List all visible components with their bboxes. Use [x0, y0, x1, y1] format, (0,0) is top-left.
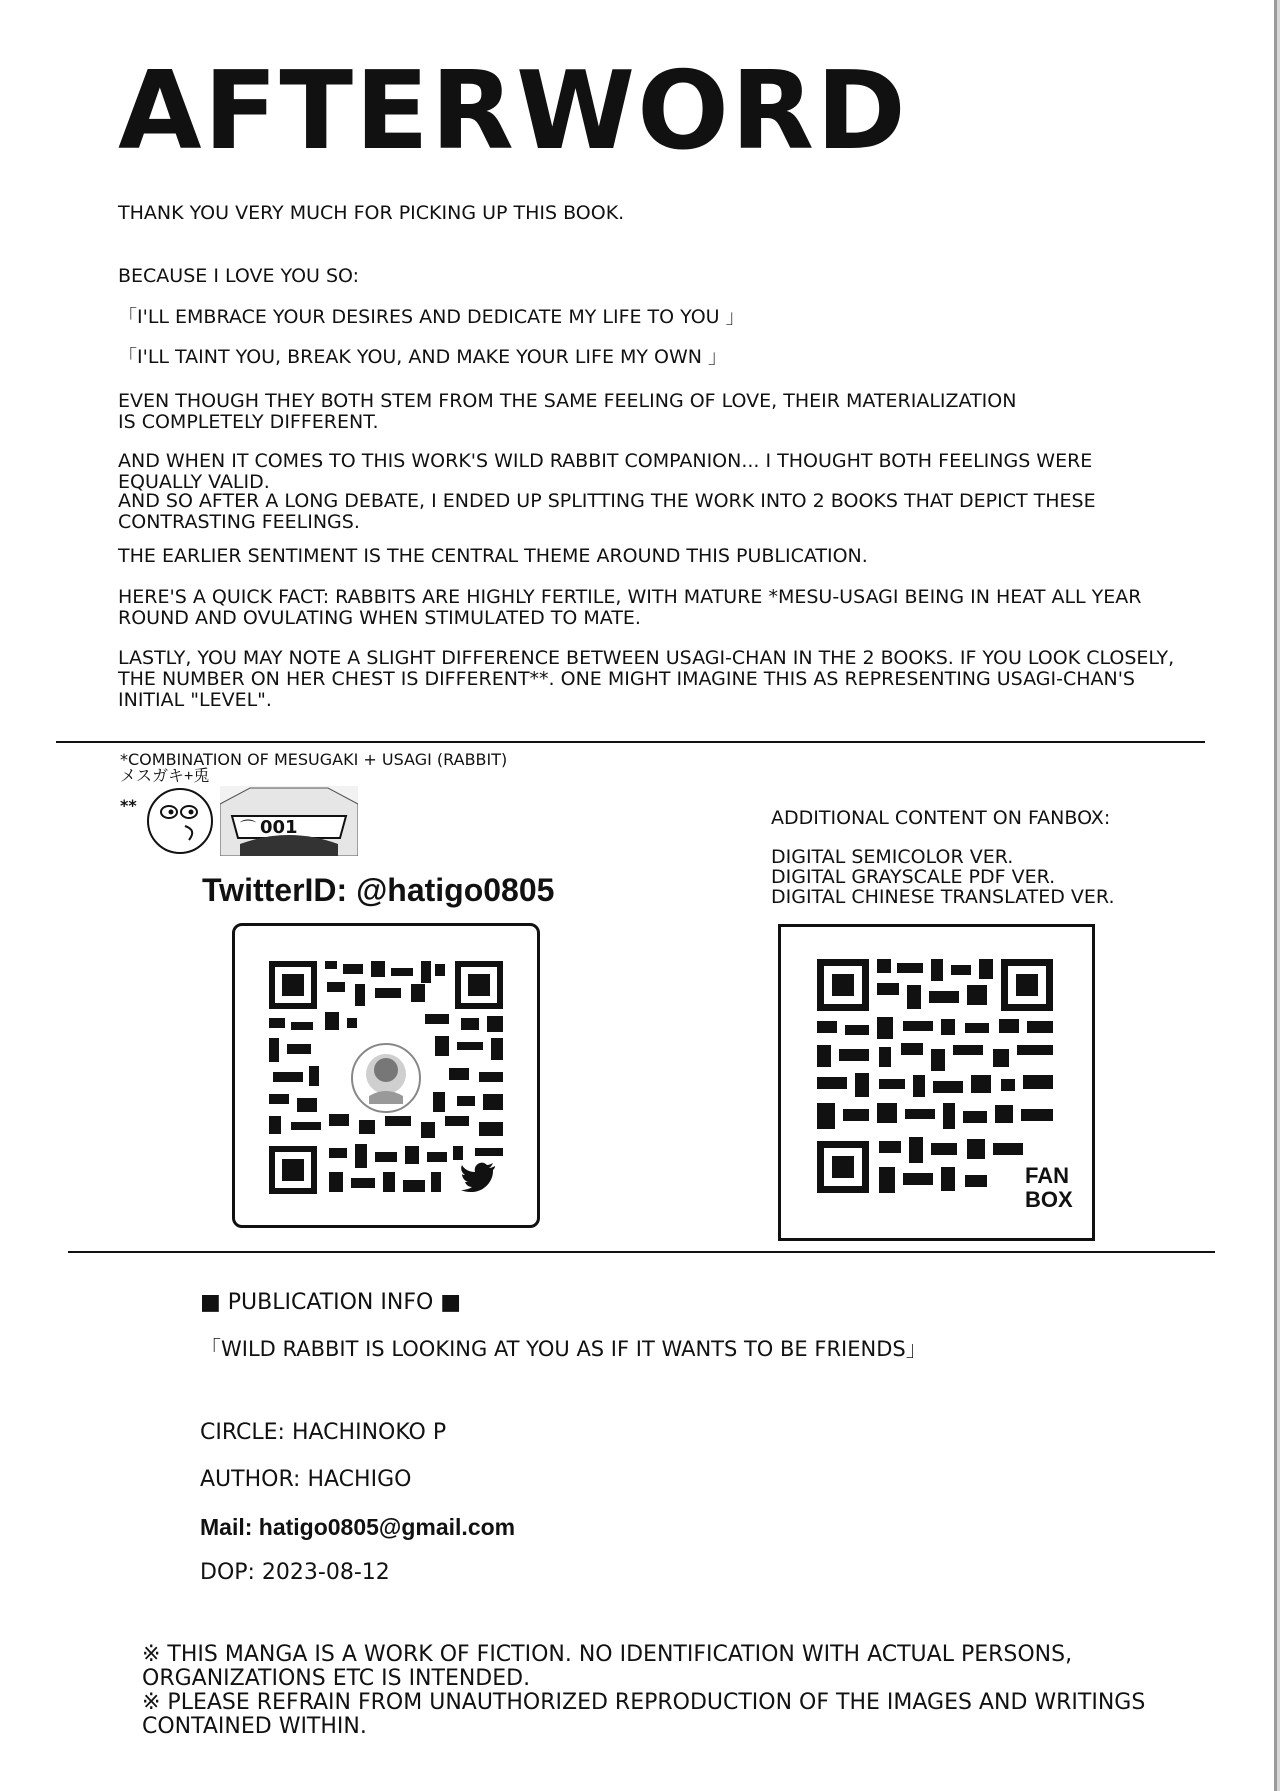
reproduction-disclaimer: ※ PLEASE REFRAIN FROM UNAUTHORIZED REPRODUCTION OF THE IMAGES AND WRITINGS CONTAINED WITHIN.: [142, 1690, 1146, 1739]
footnote-japanese: メスガキ+兎: [120, 768, 210, 785]
fact-paragraph: HERE'S A QUICK FACT: RABBITS ARE HIGHLY FERTILE, WITH MATURE *MESU-USAGI BEING IN HEAT ALL YEAR ROUND AND OVULATING WHEN STIMULATED TO MATE.: [118, 586, 1142, 629]
twitter-bird-icon: [461, 1162, 497, 1192]
twitter-qr-code[interactable]: [232, 923, 540, 1228]
fanbox-item: DIGITAL GRAYSCALE PDF VER.: [771, 866, 1056, 888]
dop-info: DOP: 2023-08-12: [200, 1560, 390, 1585]
work-title: 「WILD RABBIT IS LOOKING AT YOU AS IF IT WANTS TO BE FRIENDS」: [200, 1337, 927, 1361]
page-title: AFTERWORD: [118, 49, 908, 174]
chest-number-icon: [220, 786, 358, 856]
footnote-mesugaki: *COMBINATION OF MESUGAKI + USAGI (RABBIT): [120, 750, 508, 769]
sentiment-paragraph: THE EARLIER SENTIMENT IS THE CENTRAL THEME AROUND THIS PUBLICATION.: [118, 545, 868, 567]
quote-taint: 「I'LL TAINT YOU, BREAK YOU, AND MAKE YOUR LIFE MY OWN 」: [118, 346, 728, 368]
thanks-paragraph: THANK YOU VERY MUCH FOR PICKING UP THIS BOOK.: [118, 202, 625, 224]
love-intro: BECAUSE I LOVE YOU SO:: [118, 265, 360, 287]
mail-info: Mail: hatigo0805@gmail.com: [200, 1514, 516, 1540]
footnote-marker: **: [120, 796, 137, 815]
fanbox-item: DIGITAL CHINESE TRANSLATED VER.: [771, 886, 1115, 908]
section-divider-top: [56, 741, 1205, 743]
quote-embrace: 「I'LL EMBRACE YOUR DESIRES AND DEDICATE MY LIFE TO YOU 」: [118, 306, 745, 328]
section-divider-bottom: [68, 1251, 1215, 1253]
fanbox-logo-line1: FAN: [1025, 1163, 1069, 1188]
fanbox-qr-code[interactable]: [778, 924, 1095, 1241]
companion-paragraph: AND WHEN IT COMES TO THIS WORK'S WILD RABBIT COMPANION... I THOUGHT BOTH FEELINGS WERE EQUALLY VALID.: [118, 450, 1093, 493]
svg-text:⌒: ⌒: [240, 818, 257, 837]
feelings-paragraph: EVEN THOUGH THEY BOTH STEM FROM THE SAME FEELING OF LOVE, THEIR MATERIALIZATION IS COMPLETELY DIFFERENT.: [118, 390, 1017, 433]
fiction-disclaimer: ※ THIS MANGA IS A WORK OF FICTION. NO IDENTIFICATION WITH ACTUAL PERSONS, ORGANIZATIONS ETC IS INTENDED.: [142, 1642, 1073, 1691]
publication-heading: ■ PUBLICATION INFO ■: [200, 1290, 462, 1315]
twitter-id: TwitterID: @hatigo0805: [202, 872, 555, 908]
difference-paragraph: LASTLY, YOU MAY NOTE A SLIGHT DIFFERENCE BETWEEN USAGI-CHAN IN THE 2 BOOKS. IF YOU LOOK CLOSELY, THE NUMBER ON HER CHEST IS DIFFERENT**. ONE MIGHT IMAGINE THIS AS REPRESENTING USAGI-CHAN'S INITIAL "LEVEL".: [118, 647, 1175, 711]
fanbox-item: DIGITAL SEMICOLOR VER.: [771, 846, 1014, 868]
chest-number-text: 001: [260, 817, 298, 838]
face-doodle-icon: [145, 786, 215, 856]
debate-paragraph: AND SO AFTER A LONG DEBATE, I ENDED UP SPLITTING THE WORK INTO 2 BOOKS THAT DEPICT THESE CONTRASTING FEELINGS.: [118, 490, 1096, 533]
author-info: AUTHOR: HACHIGO: [200, 1467, 412, 1492]
circle-info: CIRCLE: HACHINOKO P: [200, 1420, 447, 1445]
fanbox-logo-line2: BOX: [1025, 1187, 1073, 1212]
fanbox-heading: ADDITIONAL CONTENT ON FANBOX:: [771, 807, 1111, 829]
